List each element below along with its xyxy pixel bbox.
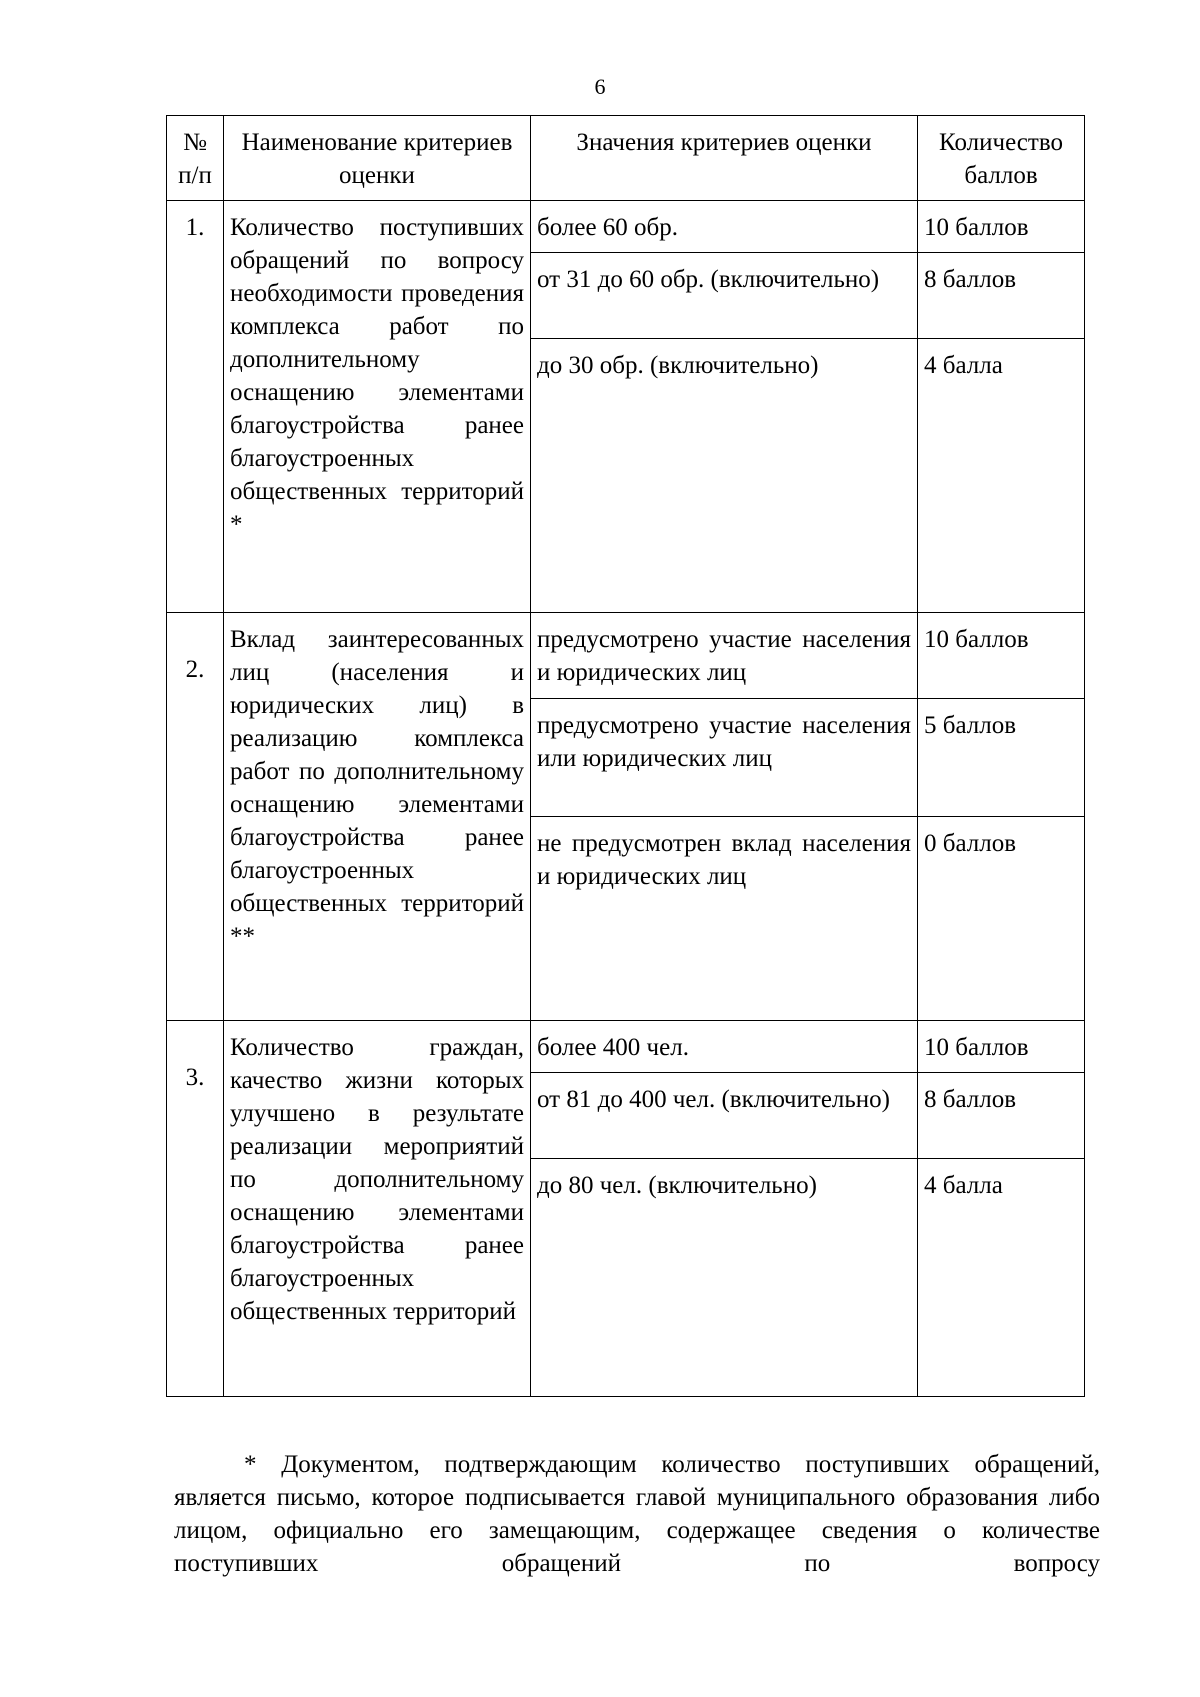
- criterion-value: предусмотрено участие населения или юридических лиц: [531, 699, 918, 817]
- footnote: * Документом, подтверждающим количество поступивших обращений, является письмо, которое подписывается главой муниципального образования либо лицом, официально его замещающим, содержащее сведения о количестве поступивших обращений по вопросу: [174, 1451, 1100, 1577]
- row-number: 2.: [167, 613, 224, 1021]
- criterion-score: 4 балла: [918, 1159, 1085, 1397]
- criterion-score: 10 баллов: [918, 613, 1085, 699]
- criterion-score: 8 баллов: [918, 1073, 1085, 1159]
- criterion-value: до 30 обр. (включительно): [531, 339, 918, 613]
- table-row: [167, 1021, 1085, 1073]
- criterion-value: от 81 до 400 чел. (включительно): [531, 1073, 918, 1159]
- page-number: 6: [594, 74, 606, 99]
- criteria-table: [166, 115, 1085, 1397]
- criterion-score: 5 баллов: [918, 699, 1085, 817]
- criterion-score: 10 баллов: [918, 1021, 1085, 1073]
- header-name: Наименование критериев оценки: [224, 116, 531, 201]
- table-header-row: [167, 116, 1085, 201]
- criterion-value: более 400 чел.: [531, 1021, 918, 1073]
- criterion-name: Количество поступивших обращений по вопросу необходимости проведения комплекса работ по дополнительному оснащению элементами благоустройства ранее благоустроенных общественных территорий *: [224, 201, 531, 613]
- table-row: [167, 613, 1085, 699]
- row-number: 3.: [167, 1021, 224, 1397]
- criterion-name: Количество граждан, качество жизни которых улучшено в результате реализации мероприятий по дополнительному оснащению элементами благоустройства ранее благоустроенных общественных территорий: [224, 1021, 531, 1397]
- criterion-value: предусмотрено участие населения и юридических лиц: [531, 613, 918, 699]
- criterion-score: 10 баллов: [918, 201, 1085, 253]
- criterion-score: 4 балла: [918, 339, 1085, 613]
- criterion-score: 8 баллов: [918, 253, 1085, 339]
- header-num: № п/п: [167, 116, 224, 201]
- row-number: 1.: [167, 201, 224, 613]
- criterion-name: Вклад заинтересованных лиц (населения и юридических лиц) в реализацию комплекса работ по дополнительному оснащению элементами благоустройства ранее благоустроенных общественных территорий **: [224, 613, 531, 1021]
- criterion-value: не предусмотрен вклад населения и юридических лиц: [531, 817, 918, 1021]
- criterion-value: до 80 чел. (включительно): [531, 1159, 918, 1397]
- header-score: Количество баллов: [918, 116, 1085, 201]
- criterion-value: от 31 до 60 обр. (включительно): [531, 253, 918, 339]
- criterion-value: более 60 обр.: [531, 201, 918, 253]
- table-row: [167, 201, 1085, 253]
- header-values: Значения критериев оценки: [531, 116, 918, 201]
- criterion-score: 0 баллов: [918, 817, 1085, 1021]
